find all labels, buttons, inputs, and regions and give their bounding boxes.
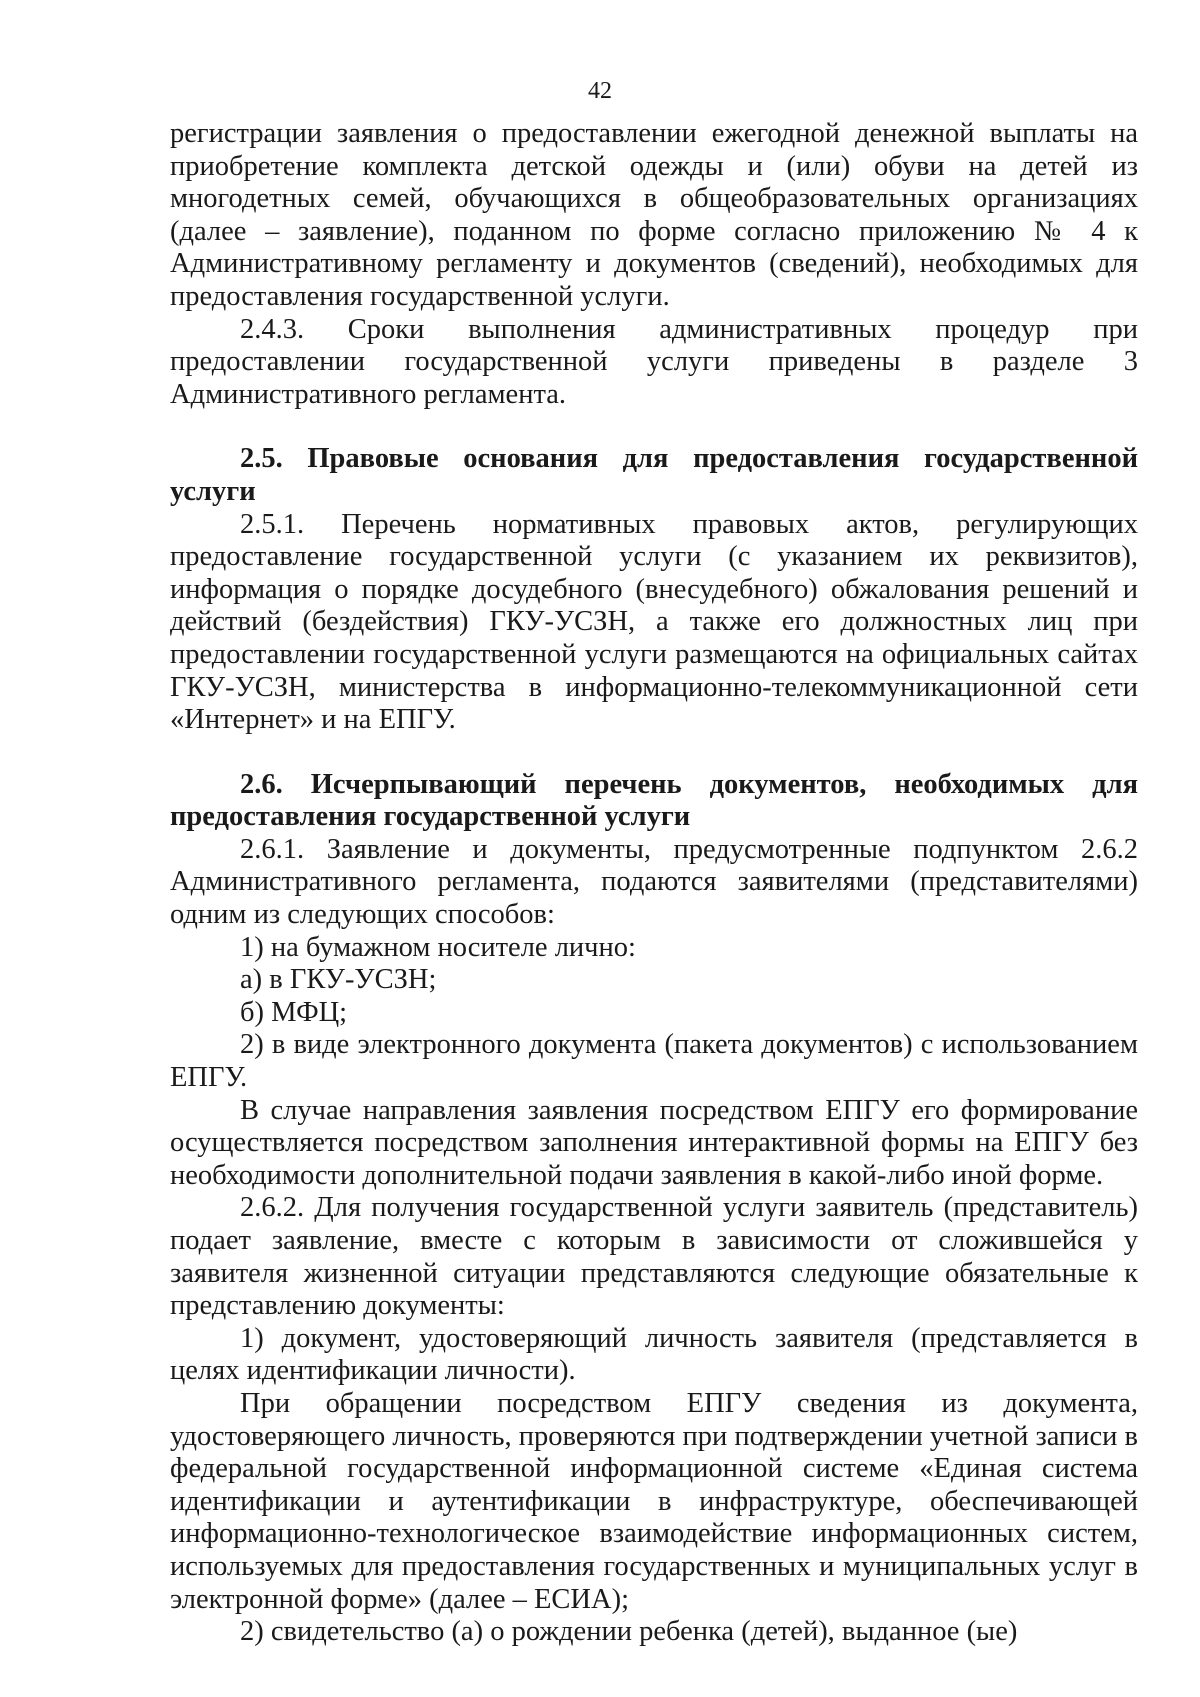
document-body — [170, 118, 1138, 1649]
section-gap — [170, 411, 1138, 443]
list-item-identity-document: 1) документ, удостоверяющий личность заявителя (представляется в целях идентификации личности). — [170, 1322, 1138, 1387]
section-heading-2-6: 2.6. Исчерпывающий перечень документов, необходимых для предоставления государственной услуги — [170, 768, 1138, 833]
paragraph-epgu-form: В случае направления заявления посредством ЕПГУ его формирование осуществляется посредством заполнения интерактивной формы на ЕПГУ без необходимости дополнительной подачи заявления в какой-либо иной форме. — [170, 1094, 1138, 1191]
section-gap — [170, 737, 1138, 769]
list-item-electronic: 2) в виде электронного документа (пакета документов) с использованием ЕПГУ. — [170, 1029, 1138, 1094]
paragraph-2-4-3: 2.4.3. Сроки выполнения административных процедур при предоставлении государственной услуги приведены в разделе 3 Административного регламента. — [170, 313, 1138, 410]
list-item-paper: 1) на бумажном носителе лично: — [240, 931, 636, 963]
paragraph-esia: При обращении посредством ЕПГУ сведения из документа, удостоверяющего личность, проверяются при подтверждении учетной записи в федеральной государственной информационной системе «Единая система идентификации и аутентификации в инфраструктуре, обеспечивающей информационно-технологическое взаимодействие информационных систем, используемых для предоставления государственных и муниципальных услуг в электронной форме» (далее – ЕСИА); — [170, 1387, 1138, 1615]
list-item-birth-certificate: 2) свидетельство (а) о рождении ребенка (детей), выданное (ые) — [240, 1616, 1018, 1648]
section-heading-2-5: 2.5. Правовые основания для предоставления государственной услуги — [170, 443, 1138, 507]
paragraph-2-6-1: 2.6.1. Заявление и документы, предусмотренные подпунктом 2.6.2 Административного регламента, подаются заявителями (представителями) одним из следующих способов: — [170, 833, 1138, 931]
list-item-gku-uszn: а) в ГКУ-УСЗН; — [240, 964, 437, 996]
page-number: 42 — [588, 78, 612, 104]
list-item-mfc: б) МФЦ; — [240, 996, 348, 1028]
paragraph-registration: регистрации заявления о предоставлении ежегодной денежной выплаты на приобретение комплекта детской одежды и (или) обуви на детей из многодетных семей, обучающихся в общеобразовательных организациях (далее – заявление), поданном по форме согласно приложению № 4 к Административному регламенту и документов (сведений), необходимых для предоставления государственной услуги. — [170, 118, 1138, 312]
paragraph-2-5-1: 2.5.1. Перечень нормативных правовых актов, регулирующих предоставление государственной услуги (с указанием их реквизитов), информация о порядке досудебного (внесудебного) обжалования решений и действий (бездействия) ГКУ-УСЗН, а также его должностных лиц при предоставлении государственной услуги размещаются на официальных сайтах ГКУ-УСЗН, министерства в информационно-телекоммуникационной сети «Интернет» и на ЕПГУ. — [170, 508, 1138, 736]
paragraph-2-6-2: 2.6.2. Для получения государственной услуги заявитель (представитель) подает заявление, вместе с которым в зависимости от сложившейся у заявителя жизненной ситуации представляются следующие обязательные к представлению документы: — [170, 1192, 1138, 1322]
